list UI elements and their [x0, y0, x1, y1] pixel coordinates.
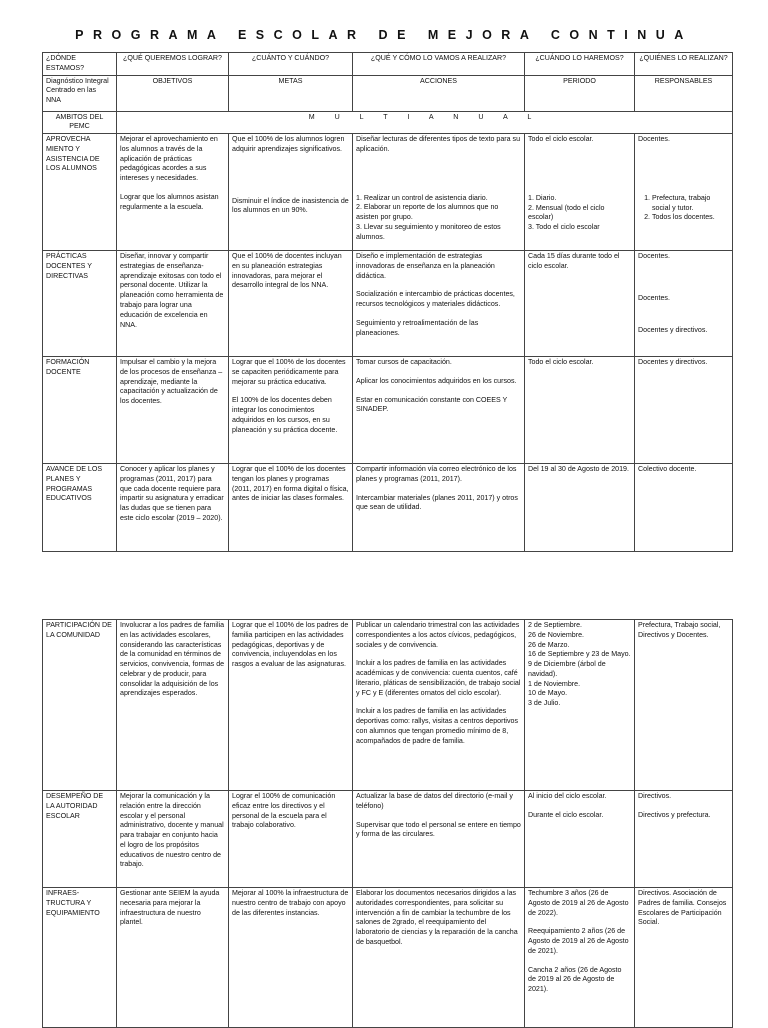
meta-cell: Lograr que el 100% de los docentes tengan los planes y programas (2011, 2017) en forma digital o física, antes de iniciar las clases formales. [229, 464, 353, 552]
accion-cell [353, 791, 525, 888]
objetivo-cell: Involucrar a los padres de familia en las actividades escolares, considerando las características de la comunidad en términos de servicios, convivencia, formas de celebrar y de producir, para consolidar la adquisición de los aprendizajes esperados. [117, 620, 229, 791]
periodo-text: Techumbre 3 años (26 de Agosto de 2019 al 26 de Agosto de 2022). [528, 889, 629, 917]
accion-cell [353, 134, 525, 251]
objetivo-cell [117, 134, 229, 251]
objetivo-text: Lograr que los alumnos asistan regularmente a la escuela. [120, 193, 219, 211]
header-diagnostico: Diagnóstico Integral Centrado en las NNA [43, 75, 117, 111]
header-q5: ¿CUÁNDO LO HAREMOS? [525, 53, 635, 76]
header-q6: ¿QUIÉNES LO REALIZAN? [635, 53, 733, 76]
table-row [43, 134, 733, 251]
periodo-text: 3 de Julio. [528, 699, 561, 708]
responsable-text: Directivos y prefectura. [638, 810, 711, 819]
pemc-table-part-1 [42, 52, 733, 552]
objetivo-text: Mejorar el aprovechamiento en los alumnos a través de la aplicación de prácticas pedagógicas acordes a sus intereses y necesidades. [120, 135, 218, 183]
responsable-text: Docentes. [638, 252, 670, 261]
table-row [43, 620, 733, 791]
responsable-text: Directivos. [638, 792, 672, 800]
header-q2: ¿QUÉ QUEREMOS LOGRAR? [117, 53, 229, 76]
header-periodo: PERIODO [525, 75, 635, 111]
ambito-cell: AVANCE DE LOS PLANES Y PROGRAMAS EDUCATIVOS [43, 464, 117, 552]
accion-text: Intercambiar materiales (planes 2011, 2017) y otros que sean de utilidad. [356, 493, 518, 512]
accion-text: Incluir a los padres de familia en las actividades académicas y de convivencia: cuenta cuentos, café literario, pláticas de sensibilización, de trabajo social y FC y E (diferentes ornatos del ciclo escolar). [356, 659, 521, 697]
ambito-cell: APROVECHA MIENTO Y ASISTENCIA DE LOS ALUMNOS [43, 134, 117, 251]
periodo-text: 1. Diario. [528, 193, 557, 202]
document-title: PROGRAMA ESCOLAR DE MEJORA CONTINUA [75, 28, 693, 42]
accion-text: 3. Llevar su seguimiento y monitoreo de estos alumnos. [356, 223, 501, 241]
accion-text: Aplicar los conocimientos adquiridos en los cursos. [356, 376, 517, 385]
meta-cell: Lograr que el 100% de los padres de familia participen en las actividades pedagógicas, deportivas y de convivencia, incluyendolas en los rasgos a evaluar de las asignaturas. [229, 620, 353, 791]
ambitos-row [43, 111, 733, 134]
objetivo-cell: Impulsar el cambio y la mejora de los procesos de enseñanza – aprendizaje, mediante la capacitación y actualización de los docentes. [117, 357, 229, 464]
ambito-cell: INFRAES-TRUCTURA Y EQUIPAMIENTO [43, 888, 117, 1028]
periodo-text: Cancha 2 años (26 de Agosto de 2019 al 26 de Agosto de 2021). [528, 965, 622, 994]
header-q4: ¿QUÉ Y CÓMO LO VAMOS A REALIZAR? [353, 53, 525, 76]
accion-text: Incluir a los padres de familia en las actividades deportivas como: rallys, visitas a centros deportivos con alumnos que tengan promedio mínimo de 8, acompañados de padre de familia. [356, 707, 519, 745]
periodo-cell [525, 888, 635, 1028]
header-objetivos: OBJETIVOS [117, 75, 229, 111]
responsable-cell: Docentes y directivos. [635, 357, 733, 464]
list-item: 1. Prefectura, trabajo social y tutor. [652, 194, 729, 214]
header-q1: ¿DÓNDE ESTAMOS? [43, 53, 117, 76]
objetivo-cell: Diseñar, innovar y compartir estrategias de enseñanza-aprendizaje exitosas con todo el personal docente. Utilizar la planeación como herramienta de trabajo para lograr una educación de excelencia en NNA. [117, 251, 229, 357]
responsable-cell: Directivos. Asociación de Padres de familia. Consejos Escolares de Participación Social. [635, 888, 733, 1028]
periodo-text: 9 de Diciembre (árbol de navidad). [528, 660, 606, 678]
periodo-text: Durante el ciclo escolar. [528, 810, 604, 819]
header-acciones: ACCIONES [353, 75, 525, 111]
meta-cell: Lograr el 100% de comunicación eficaz entre los directivos y el personal de la escuela para el trabajo colaborativo. [229, 791, 353, 888]
header-ambitos: AMBITOS DEL PEMC [43, 111, 117, 134]
periodo-text: Todo el ciclo escolar. [528, 135, 594, 144]
periodo-text: 26 de Noviembre. [528, 630, 584, 639]
question-header-row [43, 53, 733, 76]
ambito-cell: PRÁCTICAS DOCENTES Y DIRECTIVAS [43, 251, 117, 357]
periodo-text: 2 de Septiembre. [528, 621, 583, 629]
responsable-cell: Prefectura, Trabajo social, Directivos y Docentes. [635, 620, 733, 791]
periodo-cell [525, 791, 635, 888]
accion-cell [353, 251, 525, 357]
responsable-cell: Colectivo docente. [635, 464, 733, 552]
meta-cell [229, 134, 353, 251]
meta-cell [229, 357, 353, 464]
pemc-table-part-2 [42, 619, 733, 1028]
periodo-text: 3. Todo el ciclo escolar [528, 223, 600, 232]
meta-text: Disminuir el índice de inasistencia de los alumnos en un 90%. [232, 196, 349, 215]
table-row [43, 251, 733, 357]
periodo-cell [525, 134, 635, 251]
accion-text: 2. Elaborar un reporte de los alumnos que no asisten por grupo. [356, 203, 499, 222]
accion-text: Socialización e intercambio de prácticas docentes, recursos tecnológicos y materiales didácticos. [356, 290, 515, 309]
objetivo-cell: Mejorar la comunicación y la relación entre la dirección escolar y el personal administrativo, docente y manual para trabajar en conjunto hacia el logro de los propósitos educativos de nuestro centro de trabajo. [117, 791, 229, 888]
table-row [43, 888, 733, 1028]
accion-cell [353, 464, 525, 552]
list-item: 2. Todos los docentes. [652, 213, 729, 223]
meta-cell: Mejorar al 100% la infraestructura de nuestro centro de trabajo con apoyo de las diferentes instancias. [229, 888, 353, 1028]
accion-text: Actualizar la base de datos del directorio (e-mail y teléfono) [356, 792, 513, 810]
accion-text: 1. Realizar un control de asistencia diario. [356, 193, 488, 202]
meta-cell: Que el 100% de docentes incluyan en su planeación estrategias innovadoras, para mejorar el desarrollo integral de los NNA. [229, 251, 353, 357]
responsable-text: Docentes y directivos. [638, 325, 708, 334]
periodo-text: Al inicio del ciclo escolar. [528, 792, 607, 800]
periodo-cell: Todo el ciclo escolar. [525, 357, 635, 464]
accion-text: Tomar cursos de capacitación. [356, 358, 452, 367]
accion-cell [353, 357, 525, 464]
periodo-cell: Cada 15 días durante todo el ciclo escolar. [525, 251, 635, 357]
meta-text: Lograr que el 100% de los docentes se capaciten periódicamente para mejorar su práctica educativa. [232, 358, 346, 386]
meta-text: Que el 100% de los alumnos logren adquirir aprendizajes significativos. [232, 135, 345, 153]
periodo-cell [525, 620, 635, 791]
accion-text: Publicar un calendario trimestral con las actividades correspondientes a los actos cívicos, pedagógicos, sociales y de convivencia. [356, 621, 520, 649]
ambito-cell: PARTICIPACIÓN DE LA COMUNIDAD [43, 620, 117, 791]
accion-text: Diseño e implementación de estrategias innovadoras de enseñanza en la planeación didáctica. [356, 252, 495, 280]
accion-cell: Elaborar los documentos necesarios dirigidos a las autoridades correspondientes, para solicitar su intervención a fin de cambiar la techumbre de los salones de 2grado, el reequipamiento del laboratorio de ciencias y la reparación de la cancha de basquetbol. [353, 888, 525, 1028]
responsable-cell [635, 134, 733, 251]
accion-text: Supervisar que todo el personal se entere en tiempo y forma de las circulares. [356, 820, 521, 839]
periodo-text: 1 de Noviembre. [528, 679, 581, 688]
responsable-list [638, 194, 729, 223]
accion-text: Estar en comunicación constante con COEES Y SINADEP. [356, 395, 508, 414]
periodo-text: 10 de Mayo. [528, 689, 568, 698]
periodo-text: 2. Mensual (todo el ciclo escolar) [528, 203, 605, 222]
header-q3: ¿CUÁNTO Y CUÁNDO? [229, 53, 353, 76]
meta-text: El 100% de los docentes deben integrar los conocimientos adquiridos en los cursos, en su planeación y su práctica docente. [232, 396, 338, 434]
responsable-text: Docentes. [638, 135, 670, 144]
accion-cell [353, 620, 525, 791]
ambito-cell: FORMACIÓN DOCENTE [43, 357, 117, 464]
objetivo-cell: Conocer y aplicar los planes y programas (2011, 2017) para que cada docente requiere para impartir su asignatura y erradicar las dudas que se tienen para este ciclo escolar (2019 – 2020). [117, 464, 229, 552]
table-row [43, 464, 733, 552]
responsable-cell [635, 251, 733, 357]
header-responsables: RESPONSABLES [635, 75, 733, 111]
accion-text: Diseñar lecturas de diferentes tipos de texto para su aplicación. [356, 135, 521, 153]
header-multianual: M U L T I A N U A L [117, 111, 733, 134]
responsable-cell [635, 791, 733, 888]
ambito-cell: DESEMPEÑO DE LA AUTORIDAD ESCOLAR [43, 791, 117, 888]
accion-text: Seguimiento y retroalimentación de las planeaciones. [356, 319, 479, 337]
accion-text: Compartir información vía correo electrónico de los planes y programas (2011, 2017). [356, 465, 517, 483]
column-header-row [43, 75, 733, 111]
table-row [43, 791, 733, 888]
header-metas: METAS [229, 75, 353, 111]
objetivo-cell: Gestionar ante SEIEM la ayuda necesaria para mejorar la infraestructura de nuestro plantel. [117, 888, 229, 1028]
periodo-text: 26 de Marzo. [528, 640, 570, 649]
table-row [43, 357, 733, 464]
periodo-text: Reequipamiento 2 años (26 de Agosto de 2019 al 26 de Agosto de 2021). [528, 927, 629, 955]
periodo-text: 16 de Septiembre y 23 de Mayo. [528, 650, 631, 659]
responsable-text: Docentes. [638, 293, 670, 302]
periodo-cell: Del 19 al 30 de Agosto de 2019. [525, 464, 635, 552]
